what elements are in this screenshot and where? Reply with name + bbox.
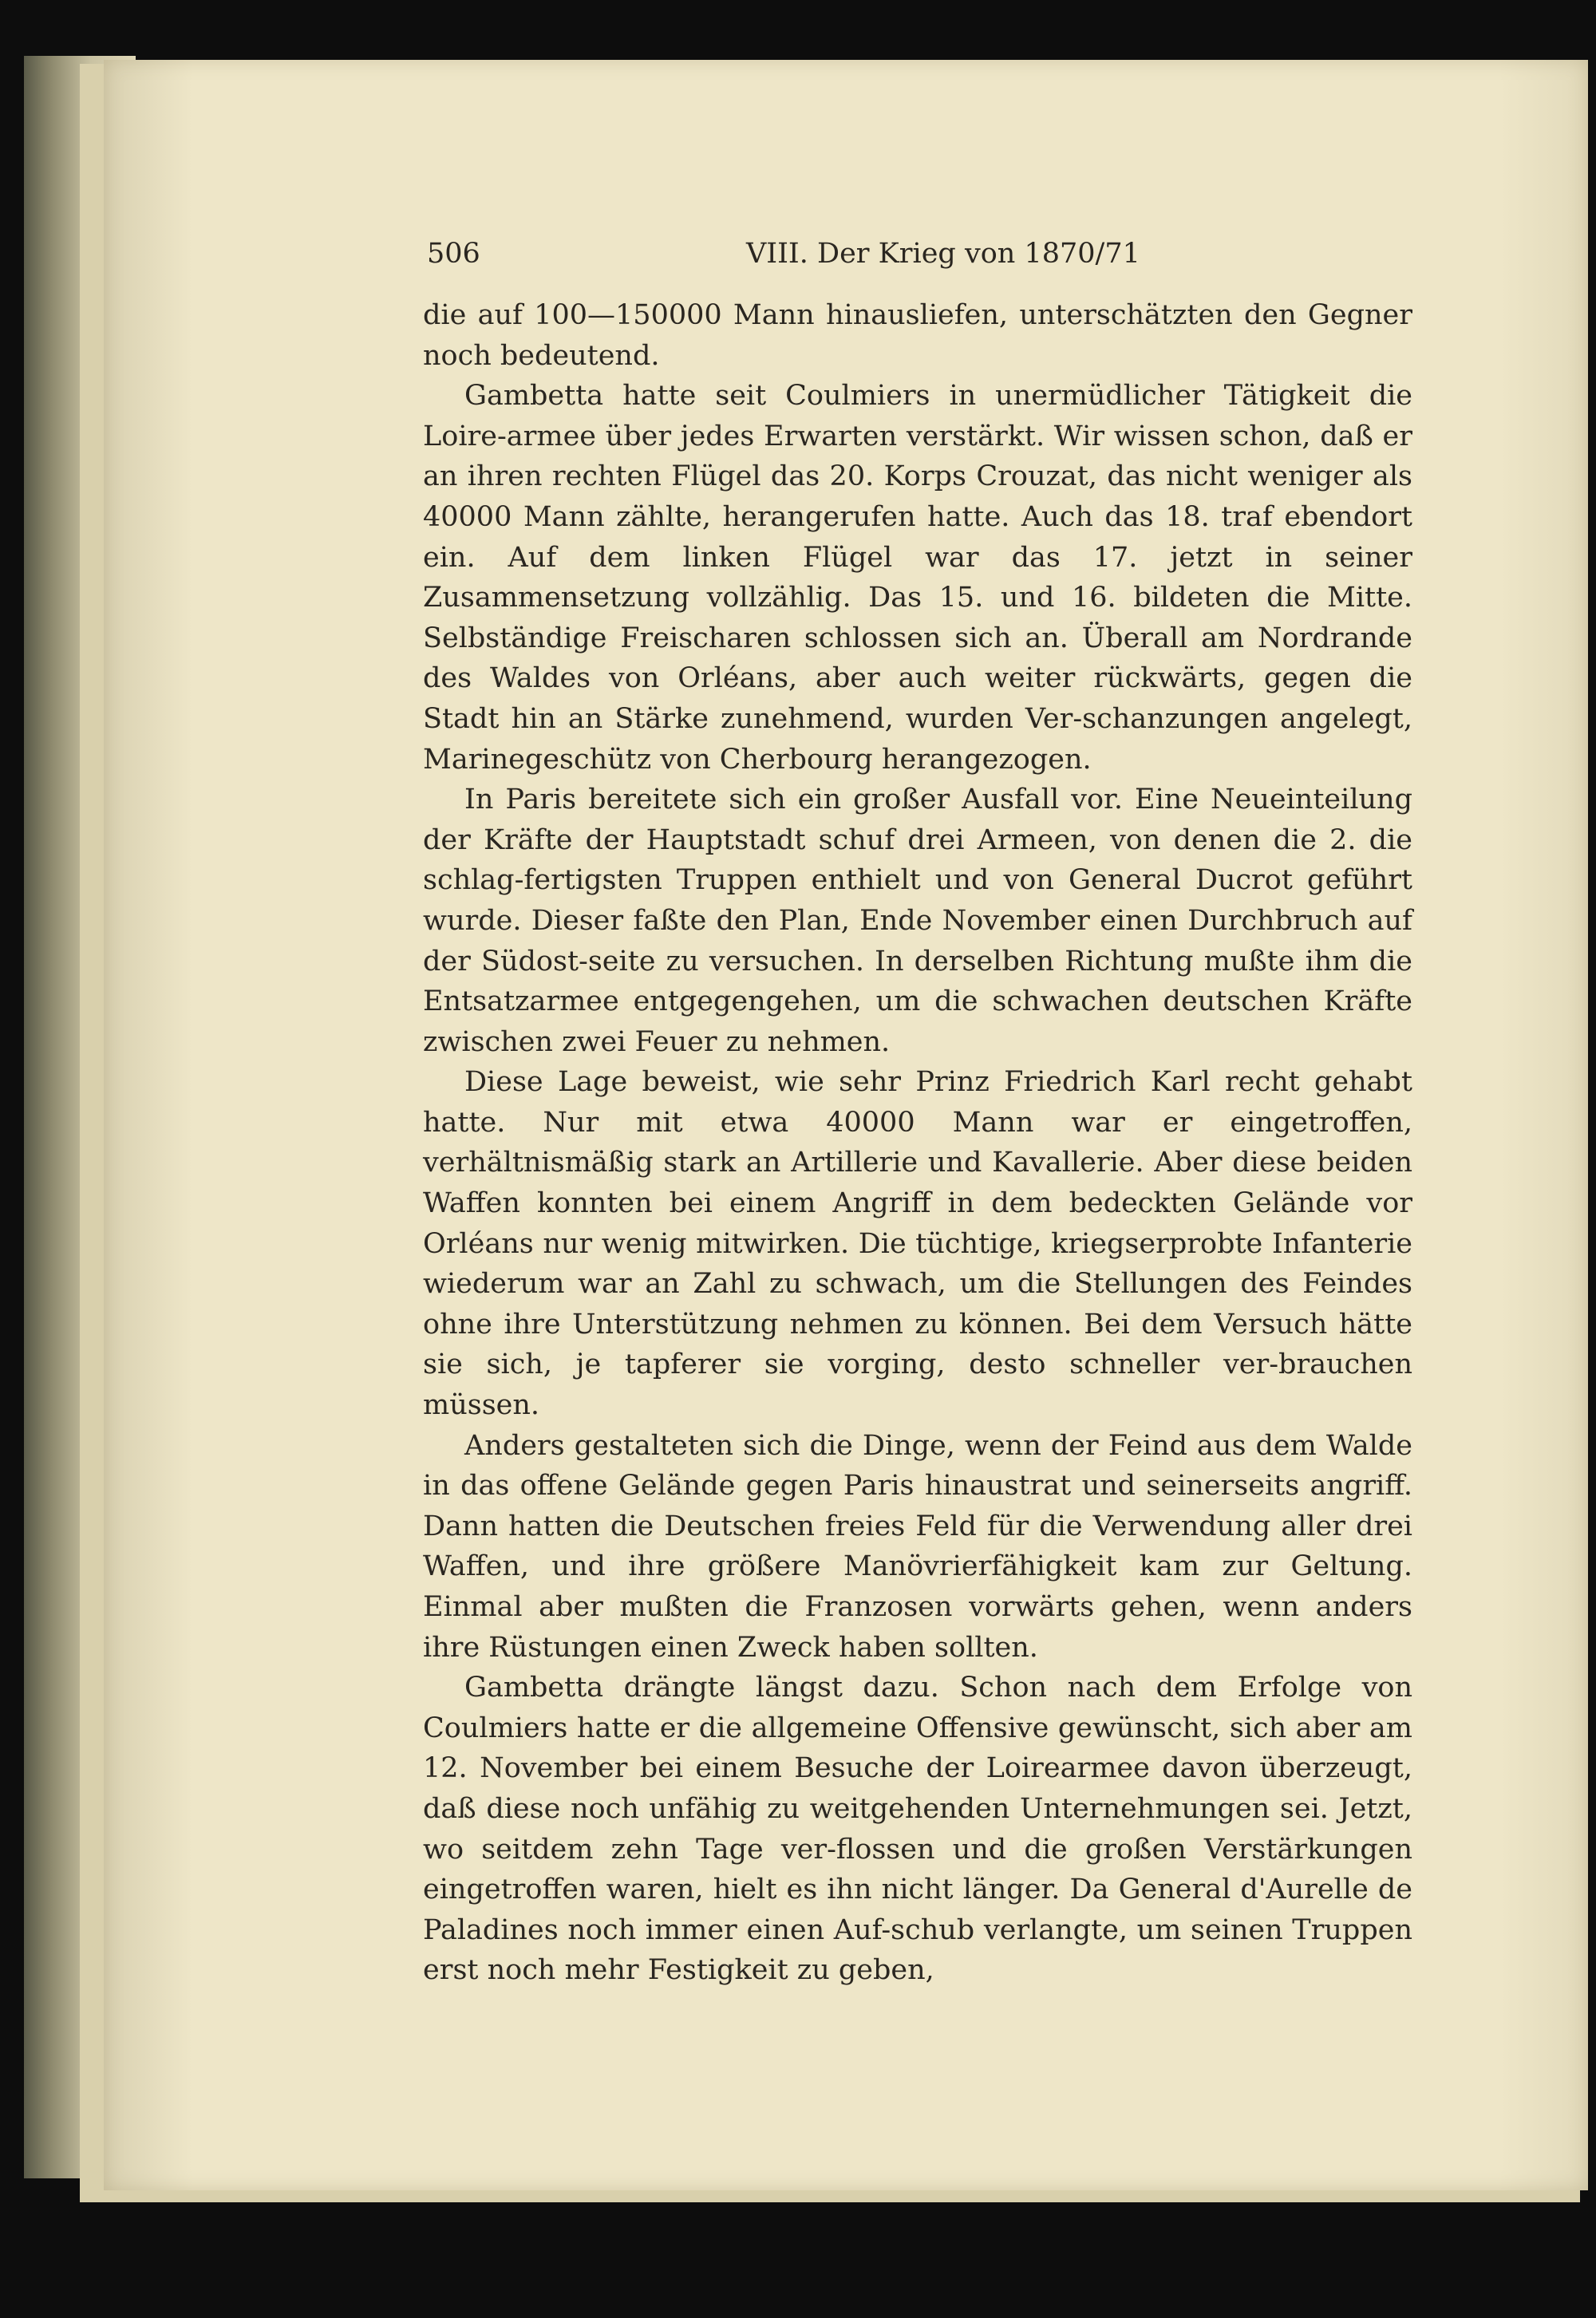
paragraph-2: Gambetta hatte seit Coulmiers in unermüdlicher Tätigkeit die Loire-armee über jedes Erwarten verstärkt. Wir wissen schon, daß er an ihren rechten Flügel das 20. Korps Crouzat, das nicht weniger als 40000 Mann zählte, herangerufen hatte. Auch das 18. traf ebendort ein. Auf dem linken Flügel war das 17. jetzt in seiner Zusammensetzung vollzählig. Das 15. und 16. bildeten die Mitte. Selbständige Freischaren schlossen sich an. Überall am Nordrande des Waldes von Orléans, aber auch weiter rückwärts, gegen die Stadt hin an Stärke zunehmend, wurden Ver-schanzungen angelegt, Marinegeschütz von Cherbourg herangezogen. [423, 380, 1412, 776]
paragraph-3: In Paris bereitete sich ein großer Ausfall vor. Eine Neueinteilung der Kräfte der Hauptstadt schuf drei Armeen, von denen die 2. die schlag-fertigsten Truppen enthielt und von General Ducrot geführt wurde. Dieser faßte den Plan, Ende November einen Durchbruch auf der Südost-seite zu versuchen. In derselben Richtung mußte ihm die Entsatzarmee entgegengehen, um die schwachen deutschen Kräfte zwischen zwei Feuer zu nehmen. [423, 784, 1412, 1058]
page-header [427, 238, 1420, 276]
paragraph-6: Gambetta drängte längst dazu. Schon nach dem Erfolge von Coulmiers hatte er die allgemeine Offensive gewünscht, sich aber am 12. November bei einem Besuche der Loirearmee davon überzeugt, daß diese noch unfähig zu weitgehenden Unternehmungen sei. Jetzt, wo seitdem zehn Tage ver-flossen und die großen Verstärkungen eingetroffen waren, hielt es ihn nicht länger. Da General d'Aurelle de Paladines noch immer einen Auf-schub verlangte, um seinen Truppen erst noch mehr Festigkeit zu geben, [423, 1672, 1412, 1987]
paragraph-1: die auf 100—150000 Mann hinausliefen, unterschätzten den Gegner noch bedeutend. [423, 299, 1412, 372]
body-text [423, 295, 1412, 1991]
page-number: 506 [427, 238, 480, 270]
paragraph-5: Anders gestalteten sich die Dinge, wenn der Feind aus dem Walde in das offene Gelände gegen Paris hinaustrat und seinerseits angriff. Dann hatten die Deutschen freies Feld für die Verwendung aller drei Waffen, und ihre größere Manövrierfähigkeit kam zur Geltung. Einmal aber mußten die Franzosen vorwärts gehen, wenn anders ihre Rüstungen einen Zweck haben sollten. [423, 1429, 1412, 1664]
running-head: VIII. Der Krieg von 1870/71 [746, 238, 1140, 270]
paragraph-4: Diese Lage beweist, wie sehr Prinz Friedrich Karl recht gehabt hatte. Nur mit etwa 40000 Mann war er eingetroffen, verhältnismäßig stark an Artillerie und Kavallerie. Aber diese beiden Waffen konnten bei einem Angriff in dem bedeckten Gelände vor Orléans nur wenig mitwirken. Die tüchtige, kriegserprobte Infanterie wiederum war an Zahl zu schwach, um die Stellungen des Feindes ohne ihre Unterstützung nehmen zu können. Bei dem Versuch hätte sie sich, je tapferer sie vorging, desto schneller ver-brauchen müssen. [423, 1066, 1412, 1422]
